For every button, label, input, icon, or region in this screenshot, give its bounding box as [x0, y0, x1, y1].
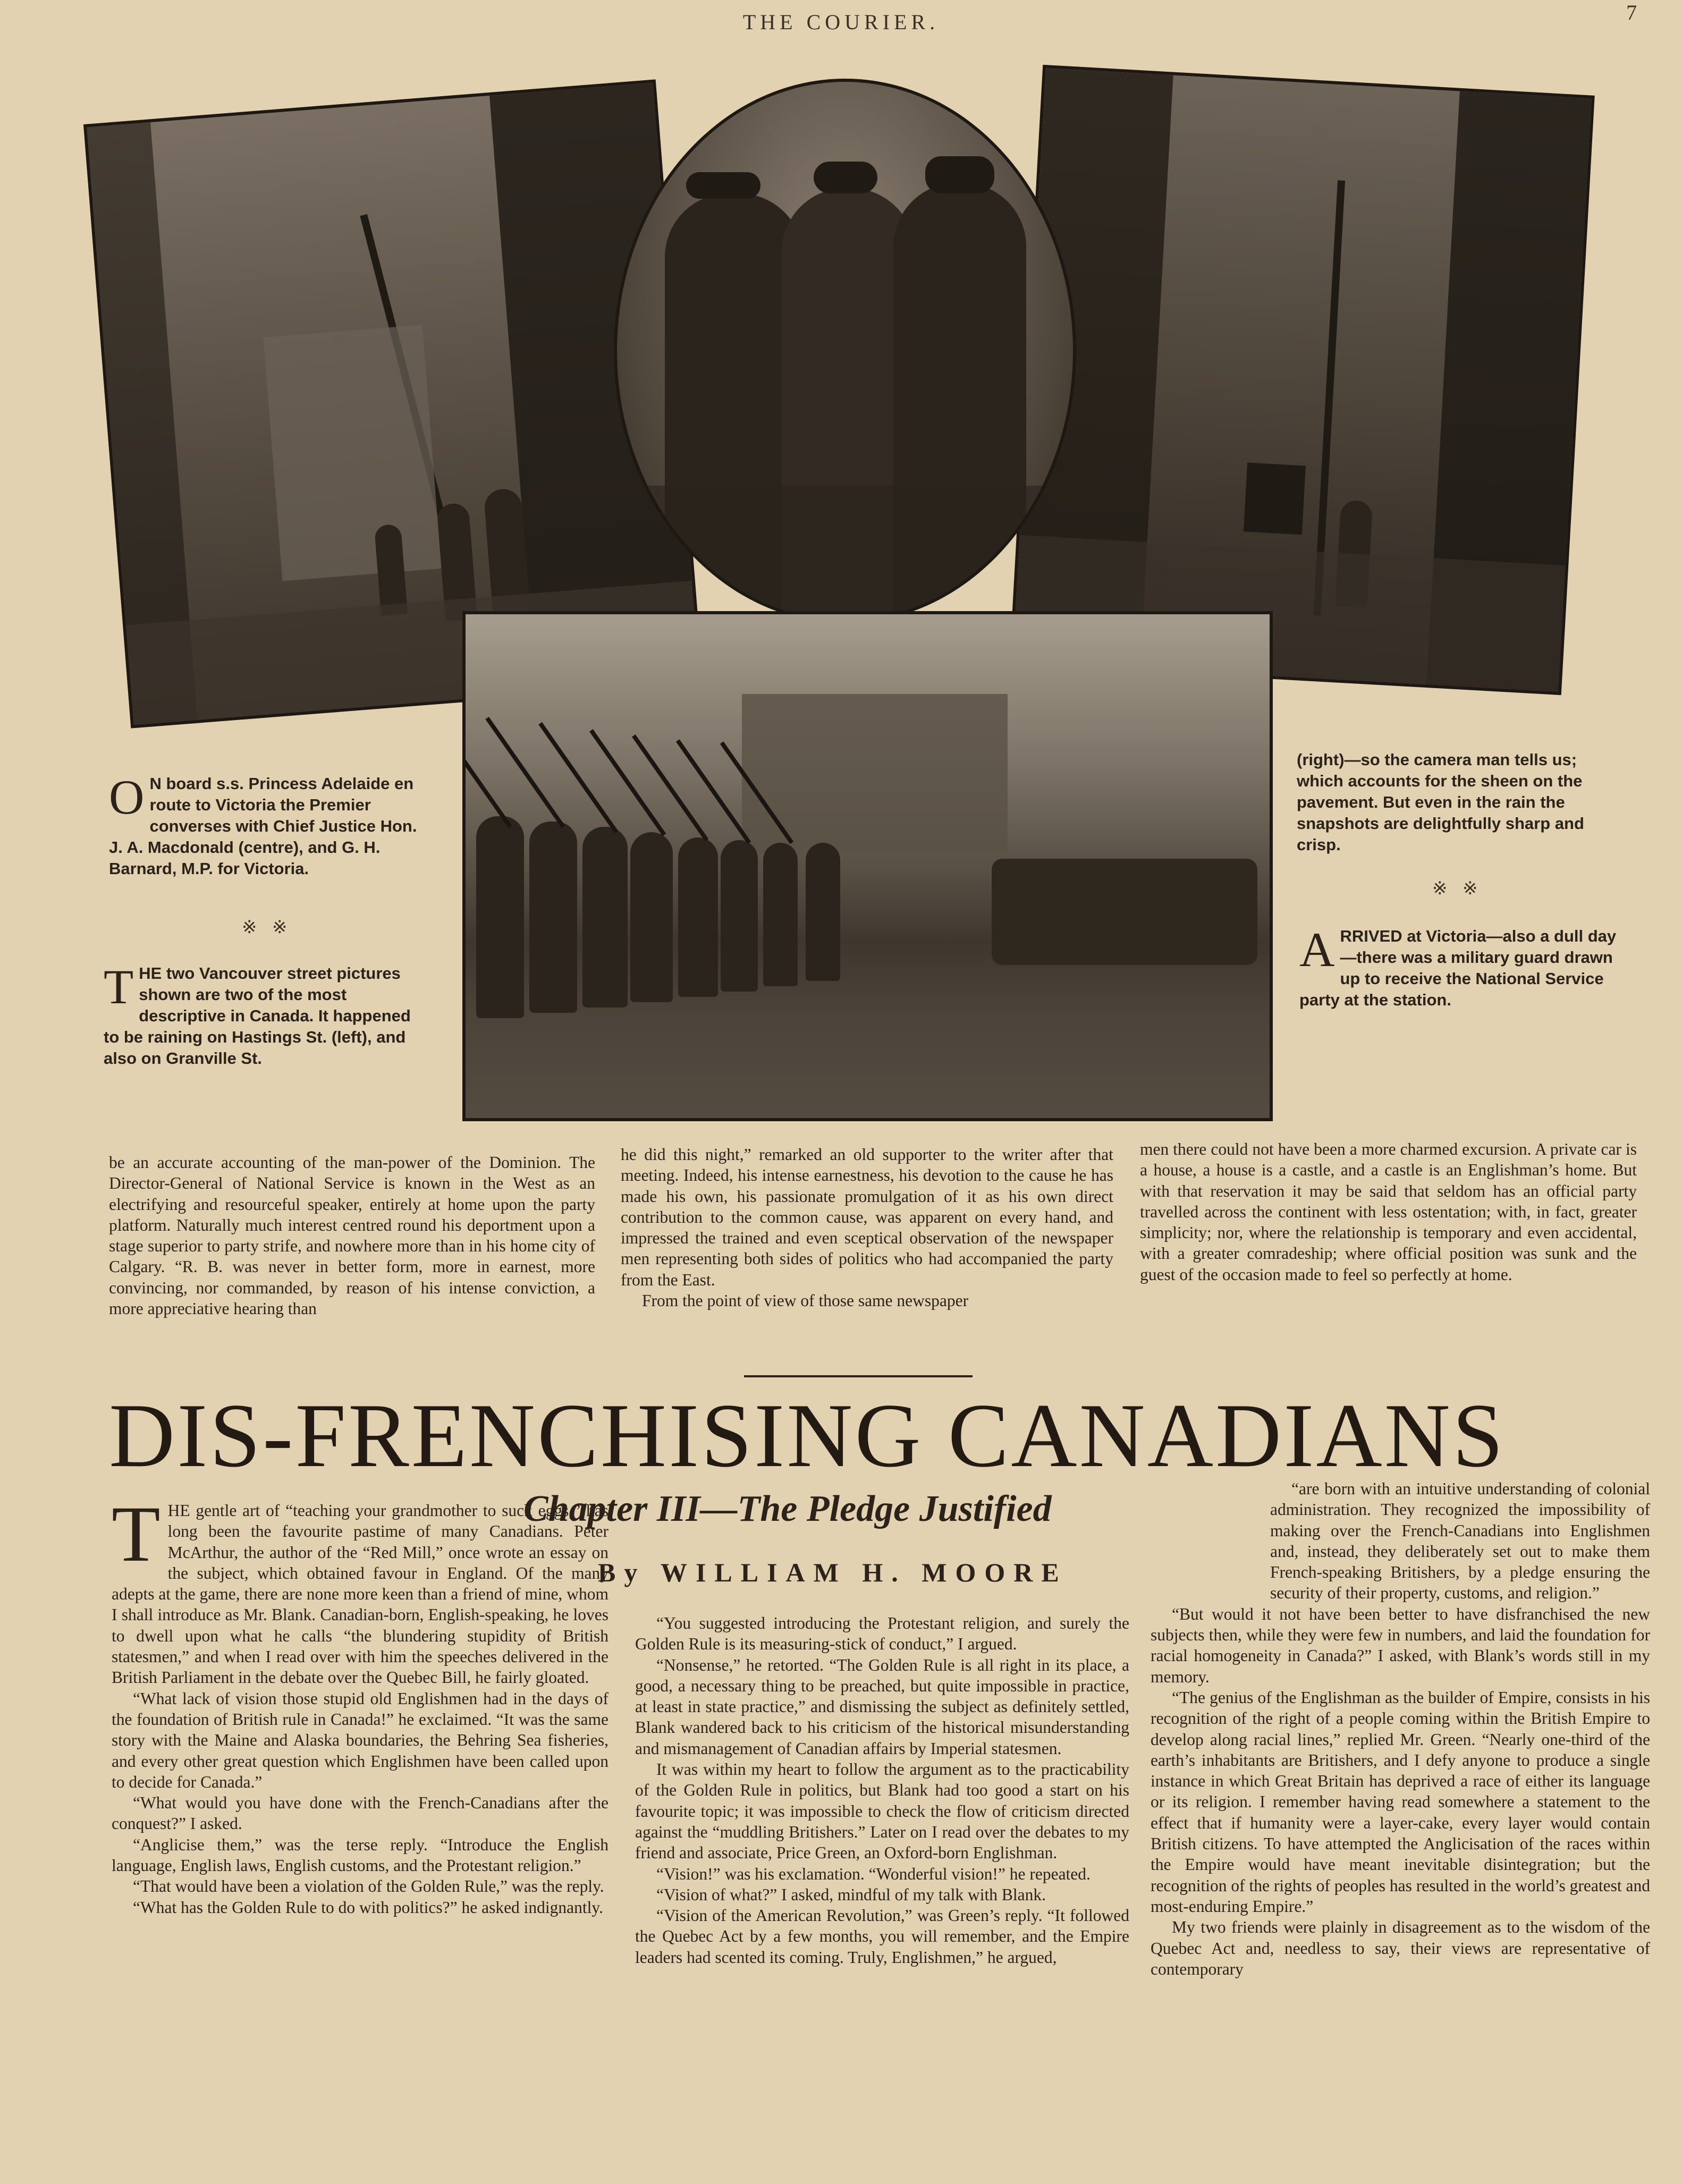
- ornament: ※ ※: [242, 918, 293, 937]
- upper-column-3: men there could not have been a more charmed excursion. A private car is a house, a house is a castle, and a castle is an Englishman’s home. But with that reservation it may be said that seldom has an official party travelled across the continent with less ostentation; with, in fact, greater simplicity; nor, where the relationship is temporary and even accidental, with a greater comradeship; where official position was sunk and the guest of the occasion made to feel so perfectly at home.: [1140, 1140, 1637, 1284]
- caption-vancouver-streets: THE two Vancouver street pictures shown are two of the most descriptive in Canada. It happened to be raining on Hastings St. (left), and also on Granville St.: [104, 960, 411, 1068]
- divider-rule: [744, 1375, 973, 1377]
- running-header: THE COURIER.: [742, 10, 940, 34]
- upper-column-2: he did this night,” remarked an old supporter to the writer after that meeting. Indeed, his intense earnestness, his devotion to the cause he has made his own, his passionate promulgation of it as his own direct contribution to the common cause, was apparent on every hand, and impressed the trained and even sceptical observation of the newspaper men representing both sides of politics who had accompanied the party from the East. From the point of view of those same newspaper: [621, 1145, 1113, 1310]
- article-byline: By WILLIAM H. MOORE: [598, 1557, 1068, 1587]
- article-title: DIS-FRENCHISING CANADIANS: [109, 1385, 1506, 1486]
- drop-cap: A: [1299, 922, 1335, 977]
- photo-on-board-oval: [614, 79, 1076, 623]
- caption-granville-continued: (right)—so the camera man tells us; which accounts for the sheen on the pavement. But even in the rain the snapshots are delightfully sharp and crisp.: [1297, 750, 1584, 854]
- lower-column-1: THE gentle art of “teaching your grandmother to suck eggs,” has long been the favourite pastime of many Canadians. Peter McArthur, the author of the “Red Mill,” once wrote an essay on the subject, which obtained favour in England. Of the many adepts at the game, there are none more keen than a friend of mine, whom I shall introduce as Mr. Blank. Canadian-born, English-speaking, he loves to dwell upon what he calls “the blundering stupidity of British statesmen,” and when I read over with him the speeches delivered in the British Parliament in the debate over the Quebec Bill, he fairly gloated. “What lack of vision those stupid old Englishmen had in the days of the foundation of British rule in Canada!” he exclaimed. “It was the same story with the Maine and Alaska boundaries, the Behring Sea fisheries, and every other great question which Englishmen have been called upon to decide for Canada.” “What would you have done with the French-Canadians after the conquest?” I asked. “Anglicise them,” was the terse reply. “Introduce the English language, English laws, English customs, and the Protestant religion.” “That would have been a violation of the Golden Rule,” was the reply. “What has the Golden Rule to do with politics?” he asked indignantly.: [112, 1490, 608, 1917]
- lower-column-2: “You suggested introducing the Protestant religion, and surely the Golden Rule is its measuring-stick of conduct,” I argued. “Nonsense,” he retorted. “The Golden Rule is all right in its place, a good, a necessary thing to be preached, but quite impossible in practice, at least in state practice,” and dismissing the subject as definitely settled, Blank wandered back to his criticism of the historical misunderstanding and mismanagement of Canadian affairs by Imperial statesmen. It was within my heart to follow the argument as to the practicability of the Golden Rule in politics, but Blank had too good a start on his favourite topic; it was impossible to check the flow of criticism directed against the “muddling Britishers.” Later on I read over the debates to my friend and associate, Price Green, an Oxford-born Englishman. “Vision!” was his exclamation. “Wonderful vision!” he repeated. “Vision of what?” I asked, mindful of my talk with Blank. “Vision of the American Revolution,” was Green’s reply. “It followed the Quebec Act by a few months, you will remember, and the Empire leaders had scented its coming. Truly, Englishmen,” he argued,: [635, 1614, 1129, 1967]
- upper-column-1: be an accurate accounting of the man-power of the Dominion. The Director-General of National Service is known in the West as an electrifying and resourceful speaker, entirely at home upon the party platform. Naturally much interest centred round his deportment upon a stage superior to party strife, and nowhere more than in his home city of Calgary. “R. B. was never in better form, more in earnest, more convincing, nor commanded, by reason of his intense conviction, a more appreciative hearing than: [109, 1153, 595, 1318]
- drop-cap: T: [104, 960, 134, 1014]
- caption-on-board: O N board s.s. Princess Adelaide en route to Victoria the Premier converses with Chief Justice Hon. J. A. Macdonald (centre), and G. H. Barnard, M.P. for Victoria.: [109, 770, 417, 878]
- lower-column-3: “are born with an intuitive understanding of colonial administration. They recognized the impossibility of making over the French-Canadians into Englishmen and, instead, they deliberately set out to make them French-speaking Britishers, by a pledge ensuring the security of their property, customs, and religion.” “But would it not have been better to have disfranchised the new subjects then, while they were few in numbers, and laid the foundation for racial homogeneity in Canada?” I asked, with Blank’s words still in my memory. “The genius of the Englishman as the builder of Empire, consists in his recognition of the right of a people coming within the British Empire to develop along racial lines,” replied Mr. Green. “Nearly one-third of the earth’s inhabitants are Britishers, and I defy anyone to produce a single instance in which Great Britain has deprived a race of either its language or its religion. I remember having read somewhere a statement to the effect that if humanity were a layer-cake, every layer would contain British citizens. To have attempted the Anglicisation of the races within the Empire would have meant inevitable disintegration; but the recognition of the rights of peoples has resulted in the world’s greatest and most-enduring Empire.” My two friends were plainly in disagreement as to the wisdom of the Quebec Act and, needless to say, their views are representative of contemporary: [1151, 1479, 1650, 1978]
- photo-granville-street: [1009, 65, 1594, 695]
- article-subtitle: Chapter III—The Pledge Justified: [523, 1488, 1052, 1529]
- drop-cap: O: [109, 770, 145, 824]
- caption-arrived-victoria: ARRIVED at Victoria—also a dull day—there was a military guard drawn up to receive the National Service party at the station.: [1299, 922, 1617, 1009]
- photo-military-guard: [462, 611, 1273, 1121]
- ornament: ※ ※: [1432, 879, 1483, 899]
- article-drop-cap: T: [112, 1490, 160, 1578]
- page-number: 7: [1626, 1, 1637, 24]
